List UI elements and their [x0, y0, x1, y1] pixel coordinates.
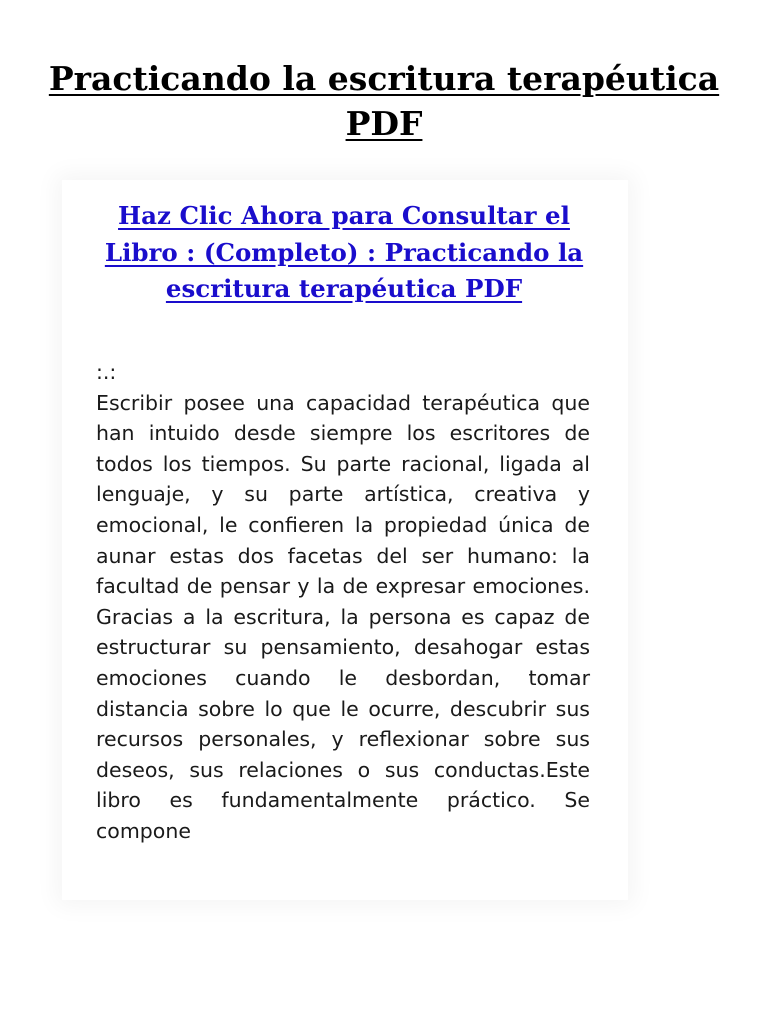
description-text: Escribir posee una capacidad terapéutica que han intuido desde siempre los escritores de todos los tiempos. Su parte racional, ligada al lenguaje, y su parte artística, creativa y emocional, le confieren la propiedad única de aunar estas dos facetas del ser humano: la facultad de pensar y la de expresar emociones. Gracias a la escritura, la persona es capaz de estructurar su pensamiento, desahogar estas emociones cuando le desbordan, tomar distancia sobre lo que le ocurre, descubrir sus recursos personales, y reflexionar sobre sus deseos, sus relaciones o sus conductas.Este libro es fundamentalmente práctico. Se compone [96, 390, 590, 843]
separator-text: :.: [96, 360, 117, 384]
consult-book-link[interactable]: Haz Clic Ahora para Consultar el Libro : (Completo) : Practicando la escritura terapéutica PDF [104, 201, 584, 303]
page-title: Practicando la escritura terapéutica PDF [48, 59, 720, 143]
book-description [96, 357, 590, 847]
